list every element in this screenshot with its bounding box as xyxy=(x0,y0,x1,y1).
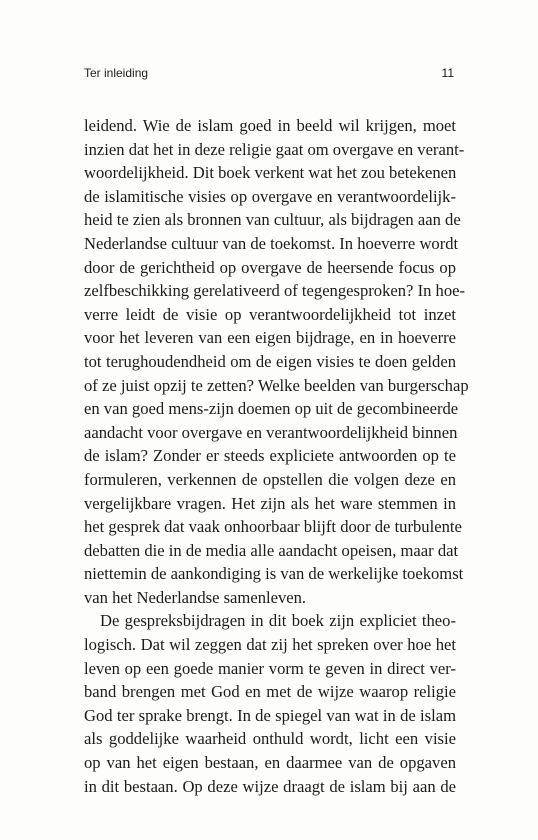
paragraph xyxy=(84,114,469,609)
text-line: in dit bestaan. Op deze wijze draagt de islam bij aan de xyxy=(84,776,456,796)
running-title: Ter inleiding xyxy=(84,66,149,80)
text-line: het gesprek dat vaak onhoorbaar blijft door de turbulente xyxy=(84,517,462,537)
text-line: woordelijkheid. Dit boek verkent wat het zou betekenen xyxy=(84,163,457,183)
text-line: debatten die in de media alle aandacht opeisen, maar dat xyxy=(84,540,459,560)
text-line: niettemin de aankondiging is van de werkelijke toekomst xyxy=(84,564,464,584)
text-line: Nederlandse cultuur van de toekomst. In hoeverre wordt xyxy=(84,233,459,253)
text-line: tot terughoudendheid om de eigen visies te doen gelden xyxy=(84,351,456,371)
text-line: band brengen met God en met de wijze waarop religie xyxy=(84,682,456,702)
text-line: verre leidt de visie op verantwoordelijkheid tot inzet xyxy=(84,304,456,324)
text-line: de islamitische visies op overgave en verantwoordelijk- xyxy=(84,186,456,206)
text-line: formuleren, verkennen de opstellen die volgen deze en xyxy=(84,469,456,489)
text-line: en van goed mens-zijn doemen op uit de gecombineerde xyxy=(84,399,459,419)
body-text xyxy=(84,114,469,798)
text-line: van het Nederlandse samenleven. xyxy=(84,587,307,607)
running-head xyxy=(84,66,454,86)
text-line: zelfbeschikking gerelativeerd of tegengesproken? In hoe- xyxy=(84,281,466,301)
text-line: inzien dat het in deze religie gaat om overgave en verant- xyxy=(84,139,465,159)
page-number: 11 xyxy=(441,66,454,80)
text-line: De gespreksbijdragen in dit boek zijn expliciet theo- xyxy=(100,611,456,631)
text-line: God ter sprake brengt. In de spiegel van wat in de islam xyxy=(84,705,456,725)
text-line: op van het eigen bestaan, en daarmee van de opgaven xyxy=(84,753,456,773)
text-line: leidend. Wie de islam goed in beeld wil krijgen, moet xyxy=(84,116,456,135)
text-line: of ze juist opzij te zetten? Welke beelden van burgerschap xyxy=(84,375,469,395)
paragraph xyxy=(84,609,456,798)
text-line: logisch. Dat wil zeggen dat zij het spreken over hoe het xyxy=(84,635,456,655)
text-line: als goddelijke waarheid onthuld wordt, licht een visie xyxy=(84,729,456,749)
text-line: vergelijkbare vragen. Het zijn als het ware stemmen in xyxy=(84,493,456,513)
text-line: de islam? Zonder er steeds expliciete antwoorden op te xyxy=(84,446,456,466)
text-line: leven op een goede manier vorm te geven in direct ver- xyxy=(84,658,456,678)
text-line: voor het leveren van een eigen bijdrage, en in hoeverre xyxy=(84,328,456,348)
text-line: heid te zien als bronnen van cultuur, als bijdragen aan de xyxy=(84,210,461,230)
text-line: aandacht voor overgave en verantwoordelijkheid binnen xyxy=(84,422,458,442)
text-line: door de gerichtheid op overgave de heersende focus op xyxy=(84,257,456,277)
